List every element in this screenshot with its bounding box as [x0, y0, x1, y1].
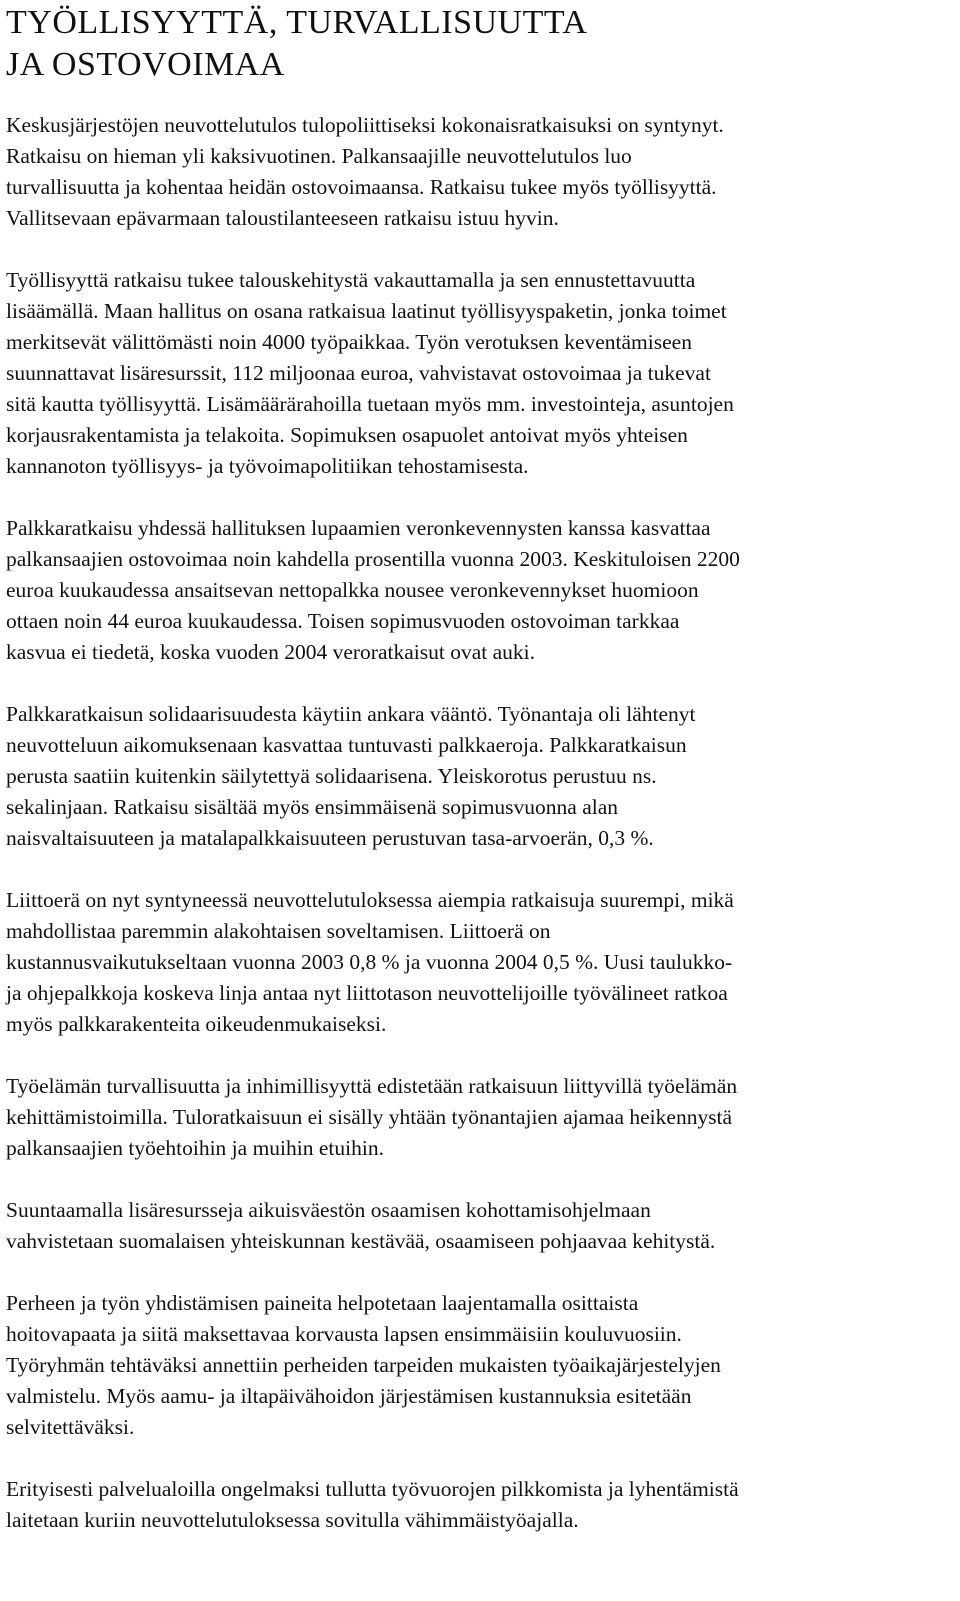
paragraph-family-and-work: Perheen ja työn yhdistämisen paineita helpotetaan laajentamalla osittaista hoitovapaata ja siitä maksettavaa korvausta lapsen ensimmäisiin kouluvuosiin. Työryhmän tehtäväksi annettiin perheiden tarpeiden mukaisten työaikajärjestelyjen valmistelu. Myös aamu- ja iltapäivähoidon järjestämisen kustannuksia esitetään selvitettäväksi. — [6, 1291, 721, 1439]
paragraph-working-life-safety: Työelämän turvallisuutta ja inhimillisyyttä edistetään ratkaisuun liittyvillä työelämän kehittämistoimilla. Tuloratkaisuun ei sisälly yhtään työnantajien ajamaa heikennystä palkansaajien työehtoihin ja muihin etuihin. — [6, 1074, 738, 1160]
paragraph-agreement-summary: Keskusjärjestöjen neuvottelutulos tulopoliittiseksi kokonaisratkaisuksi on syntynyt. Ratkaisu on hieman yli kaksivuotinen. Palkansaajille neuvottelutulos luo turvallisuutta ja kohentaa heidän ostovoimaansa. Ratkaisu tukee myös työllisyyttä. Vallitsevaan epävarmaan taloustilanteeseen ratkaisu istuu hyvin. — [6, 113, 724, 230]
document-page — [6, 0, 950, 1536]
document-title: TYÖLLISYYTTÄ, TURVALLISUUTTA JA OSTOVOIMAA — [6, 4, 588, 83]
document-body — [6, 110, 950, 1536]
paragraph-shift-work: Erityisesti palvelualoilla ongelmaksi tullutta työvuorojen pilkkomista ja lyhentämistä laitetaan kuriin neuvottelutuloksessa sovitulla vähimmäistyöajalla. — [6, 1477, 739, 1532]
paragraph-employment: Työllisyyttä ratkaisu tukee talouskehitystä vakauttamalla ja sen ennustettavuutta lisäämällä. Maan hallitus on osana ratkaisua laatinut työllisyyspaketin, jonka toimet merkitsevät välittömästi noin 4000 työpaikkaa. Työn verotuksen keventämiseen suunnattavat lisäresurssit, 112 miljoonaa euroa, vahvistavat ostovoimaa ja tukevat sitä kautta työllisyyttä. Lisämäärärahoilla tuetaan myös mm. investointeja, asuntojen korjausrakentamista ja telakoita. Sopimuksen osapuolet antoivat myös yhteisen kannanoton työllisyys- ja työvoimapolitiikan tehostamisesta. — [6, 268, 734, 478]
paragraph-solidarity: Palkkaratkaisun solidaarisuudesta käytiin ankara vääntö. Työnantaja oli lähtenyt neuvotteluun aikomuksenaan kasvattaa tuntuvasti palkkaeroja. Palkkaratkaisun perusta saatiin kuitenkin säilytettyä solidaarisena. Yleiskorotus perustuu ns. sekalinjaan. Ratkaisu sisältää myös ensimmäisenä sopimusvuonna alan naisvaltaisuuteen ja matalapalkkaisuuteen perustuvan tasa-arvoerän, 0,3 %. — [6, 702, 696, 850]
paragraph-adult-education: Suuntaamalla lisäresursseja aikuisväestön osaamisen kohottamisohjelmaan vahvistetaan suomalaisen yhteiskunnan kestävää, osaamiseen pohjaavaa kehitystä. — [6, 1198, 716, 1253]
paragraph-purchasing-power: Palkkaratkaisu yhdessä hallituksen lupaamien veronkevennysten kanssa kasvattaa palkansaajien ostovoimaa noin kahdella prosentilla vuonna 2003. Keskituloisen 2200 euroa kuukaudessa ansaitsevan nettopalkka nousee veronkevennykset huomioon ottaen noin 44 euroa kuukaudessa. Toisen sopimusvuoden ostovoiman tarkkaa kasvua ei tiedetä, koska vuoden 2004 veroratkaisut ovat auki. — [6, 516, 740, 664]
paragraph-union-allowance: Liittoerä on nyt syntyneessä neuvottelutuloksessa aiempia ratkaisuja suurempi, mikä mahdollistaa paremmin alakohtaisen soveltamisen. Liittoerä on kustannusvaikutukseltaan vuonna 2003 0,8 % ja vuonna 2004 0,5 %. Uusi taulukko- ja ohjepalkkoja koskeva linja antaa nyt liittotason neuvottelijoille työvälineet ratkoa myös palkkarakenteita oikeudenmukaiseksi. — [6, 888, 734, 1036]
